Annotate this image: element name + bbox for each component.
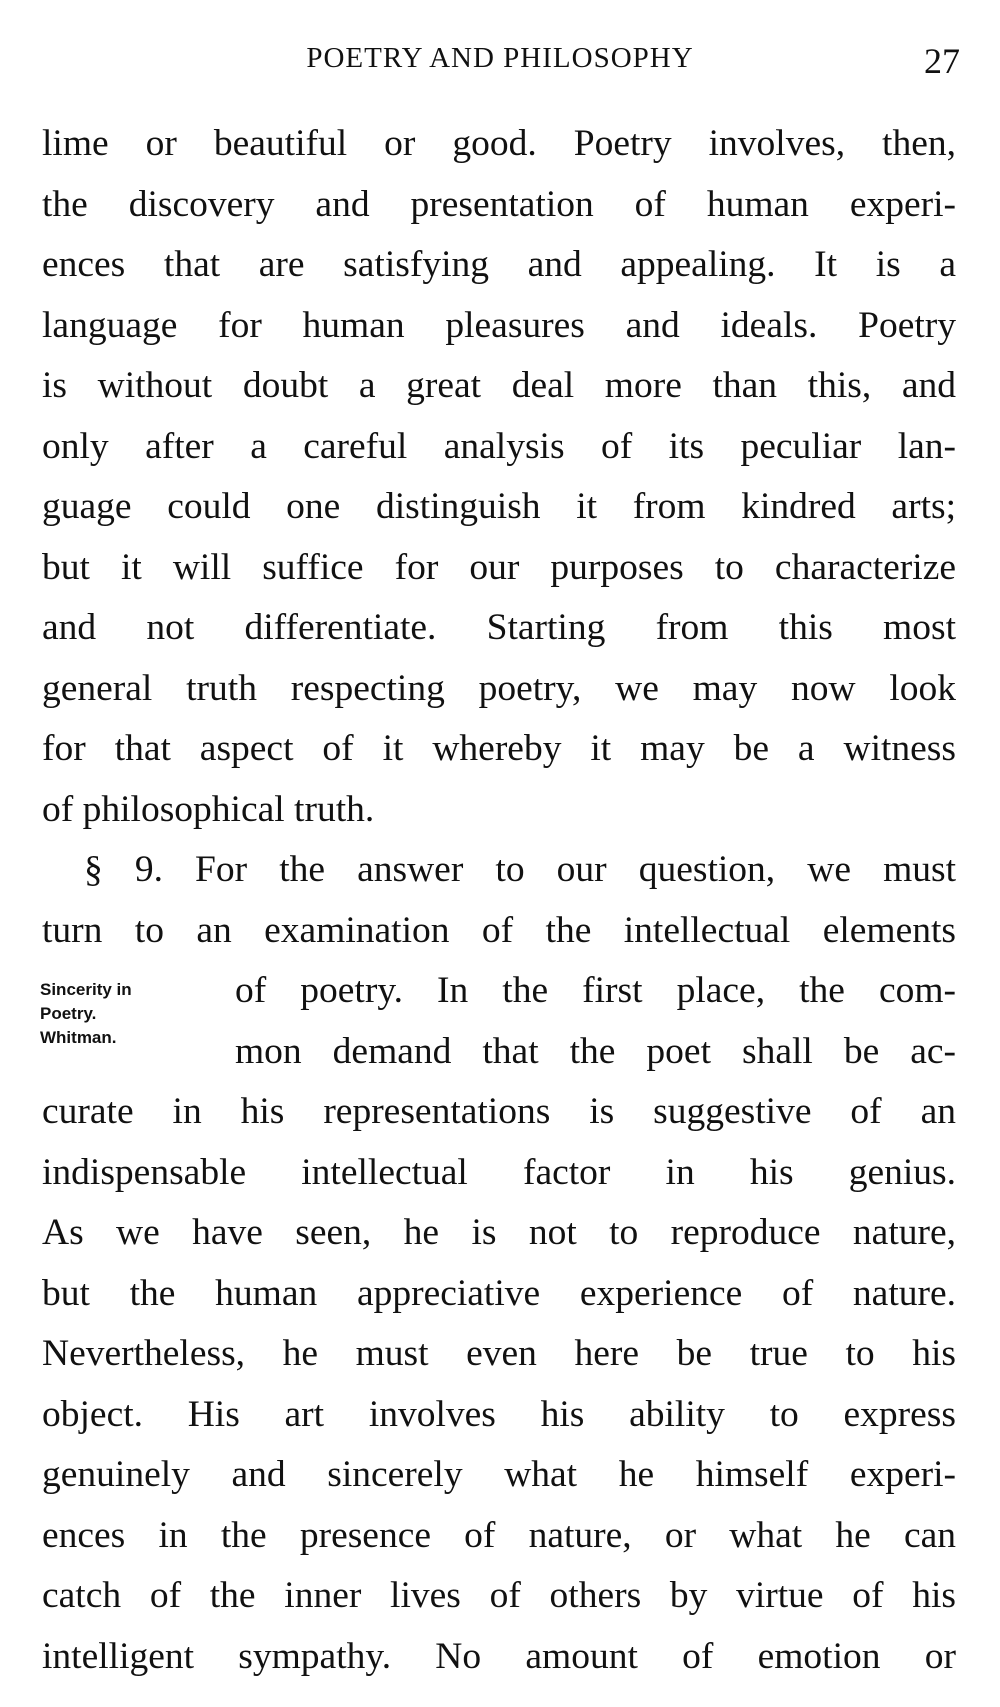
text-line: only after a careful analysis of its peculiar lan- [42,425,956,467]
text-line: but it will suffice for our purposes to characterize [42,546,956,588]
page-number: 27 [924,41,960,81]
text-line: lime or beautiful or good. Poetry involves, then, [42,123,956,164]
section-9-opening-line: § 9. For the answer to our question, we must [84,849,956,890]
text-line: curate in his representations is suggestive of an [42,1091,956,1132]
text-line: indispensable intellectual factor in his genius. [42,1151,956,1193]
text-line-beside-marginal-note: mon demand that the poet shall be ac- [235,1030,956,1072]
text-line-beside-marginal-note: of poetry. In the first place, the com- [235,970,956,1011]
running-title: POETRY AND PHILOSOPHY [306,42,694,74]
marginal-note-line: Sincerity in [40,980,132,999]
text-line: ences that are satisfying and appealing. It is a [42,244,956,285]
paragraph-end-line: of philosophical truth. [42,788,375,830]
text-line: general truth respecting poetry, we may now look [42,667,956,709]
text-line: language for human pleasures and ideals. Poetry [42,304,956,346]
text-line: genuinely and sincerely what he himself experi- [42,1454,956,1495]
text-line: and not differentiate. Starting from this most [42,607,956,648]
text-line: but the human appreciative experience of nature. [42,1272,956,1314]
text-line: Nevertheless, he must even here be true to his [42,1333,956,1374]
text-line: As we have seen, he is not to reproduce nature, [42,1212,956,1253]
text-line: the discovery and presentation of human experi- [42,183,956,225]
body-text [42,114,956,1687]
text-line: object. His art involves his ability to express [42,1393,956,1435]
text-line: catch of the inner lives of others by virtue of his [42,1575,956,1616]
text-line: turn to an examination of the intellectual elements [42,909,956,951]
text-line: guage could one distinguish it from kindred arts; [42,486,956,527]
running-head [40,32,960,82]
text-line: is without doubt a great deal more than this, and [42,365,956,406]
text-line: for that aspect of it whereby it may be a witness [42,728,956,769]
text-line: ences in the presence of nature, or what he can [42,1514,956,1556]
marginal-note-line: Whitman. [40,1028,117,1047]
marginal-note-line: Poetry. [40,1004,97,1023]
text-line: intelligent sympathy. No amount of emotion or [42,1635,956,1677]
